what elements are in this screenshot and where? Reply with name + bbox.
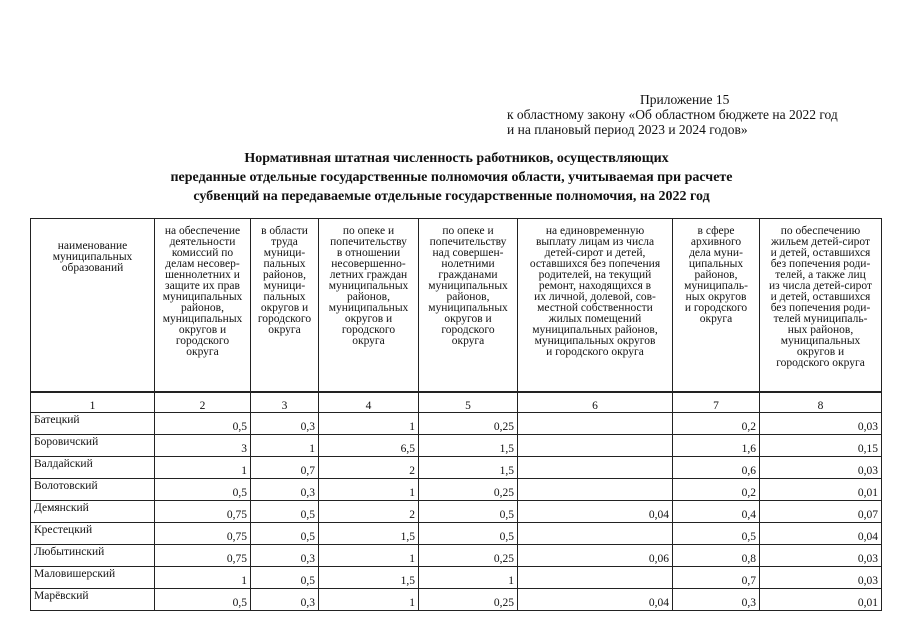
column-header-line: выплату лицам из числа (535, 236, 655, 248)
appendix-law-reference: к областному закону «Об областном бюджете на 2022 год (507, 107, 838, 122)
staff-value-col-8: 0,03 (760, 413, 882, 435)
staff-value-col-8: 0,03 (760, 545, 882, 567)
table-row (31, 413, 882, 435)
column-header-line: и детей, оставшихся (770, 291, 871, 303)
staff-value-col-7: 1,6 (673, 435, 760, 457)
staff-value-col-7: 0,8 (673, 545, 760, 567)
staff-value-col-5: 1 (419, 567, 518, 589)
staff-value-col-8: 0,15 (760, 435, 882, 457)
column-header-line: муници- (263, 247, 306, 259)
staff-value-col-8: 0,01 (760, 589, 882, 611)
column-header-line: муниципальных районов, (532, 324, 658, 336)
column-header-line: муниципальных (328, 280, 409, 292)
staff-value-col-7: 0,4 (673, 501, 760, 523)
staff-value-col-6 (518, 457, 673, 479)
column-header-line: округа (451, 335, 485, 347)
column-number: 7 (673, 392, 760, 413)
column-header-line: муниципальных (162, 291, 243, 303)
column-header-1 (31, 219, 155, 393)
staff-value-col-4: 1 (319, 589, 419, 611)
column-header-line: гражданами (438, 269, 498, 281)
column-header-line: районов, (694, 269, 738, 281)
staff-value-col-3: 0,3 (251, 589, 319, 611)
staff-value-col-7: 0,5 (673, 523, 760, 545)
municipality-name: Валдайский (31, 457, 155, 479)
staff-value-col-2: 0,5 (155, 479, 251, 501)
column-header-line: наименование (57, 240, 128, 252)
column-header-line: труда (271, 236, 298, 248)
staff-value-col-2: 0,75 (155, 523, 251, 545)
appendix-note (507, 92, 838, 137)
column-header-line: образований (61, 262, 124, 274)
municipality-name: Демянский (31, 501, 155, 523)
staff-value-col-4: 2 (319, 457, 419, 479)
column-header-line: попечительству (429, 236, 507, 248)
column-header-line: городского (257, 313, 312, 325)
column-header-line: из числа детей-сирот (768, 280, 873, 292)
column-header-line: ципальных (688, 258, 744, 270)
column-header-line: муниципальных (428, 302, 508, 314)
column-header-line: их личной, долевой, сов- (534, 291, 656, 303)
column-header-line: муници- (263, 280, 306, 292)
staff-value-col-3: 0,5 (251, 567, 319, 589)
column-header-line: округа (352, 335, 385, 347)
staff-value-col-6: 0,04 (518, 501, 673, 523)
staff-value-col-2: 0,5 (155, 589, 251, 611)
staff-value-col-3: 0,5 (251, 501, 319, 523)
column-header-line: муниципальных округов (534, 335, 656, 347)
column-header-2 (155, 219, 251, 393)
column-number: 8 (760, 392, 882, 413)
staff-value-col-2: 0,75 (155, 545, 251, 567)
title-line-2: переданные отдельные государственные полномочия области, учитываемая при расчете (170, 170, 733, 185)
staff-value-col-3: 0,3 (251, 413, 319, 435)
column-header-line: муниципальных (428, 280, 508, 292)
staff-value-col-8: 0,07 (760, 501, 882, 523)
column-header-line: по опеке и (342, 225, 395, 237)
column-header-line: городского (441, 324, 495, 336)
header-row (31, 219, 882, 393)
staff-value-col-5: 0,5 (419, 523, 518, 545)
municipality-name: Волотовский (31, 479, 155, 501)
column-header-line: муниципальных (162, 313, 243, 325)
table-row (31, 589, 882, 611)
column-header-line: телей, а также лиц (775, 269, 866, 281)
column-header-line: пальных (263, 291, 306, 303)
staff-value-col-3: 1 (251, 435, 319, 457)
column-header-line: без попечения роди- (770, 302, 871, 314)
staff-value-col-4: 1,5 (319, 567, 419, 589)
column-header-line: жилых помещений (548, 313, 642, 325)
column-header-line: делам несовер- (165, 258, 240, 270)
column-header-line: и городского округа (546, 346, 644, 358)
municipality-name: Боровичский (31, 435, 155, 457)
column-header-line: над совершен- (432, 247, 504, 259)
municipality-name: Батецкий (31, 413, 155, 435)
staff-value-col-8: 0,03 (760, 457, 882, 479)
staff-value-col-5: 1,5 (419, 457, 518, 479)
column-header-7 (673, 219, 760, 393)
appendix-period: и на плановый период 2023 и 2024 годов» (507, 122, 748, 137)
staff-value-col-4: 2 (319, 501, 419, 523)
column-header-line: шеннолетних и (165, 269, 240, 281)
staff-value-col-5: 1,5 (419, 435, 518, 457)
staff-value-col-2: 3 (155, 435, 251, 457)
column-header-line: и городского (684, 302, 748, 314)
column-header-line: жильем детей-сирот (770, 236, 871, 248)
column-header-line: деятельности (169, 236, 236, 248)
staff-value-col-8: 0,01 (760, 479, 882, 501)
staff-value-col-4: 1 (319, 479, 419, 501)
table-row (31, 501, 882, 523)
table-row (31, 479, 882, 501)
document-title (0, 149, 903, 206)
table-row (31, 567, 882, 589)
column-header-line: пальных (263, 258, 306, 270)
table-row (31, 435, 882, 457)
table-row (31, 523, 882, 545)
staff-value-col-6 (518, 567, 673, 589)
column-header-line: детей-сирот и детей, (544, 247, 646, 259)
column-header-line: районов, (263, 269, 306, 281)
title-line-3: субвенций на передаваемые отдельные государственные полномочия, на 2022 год (193, 189, 710, 204)
staff-value-col-4: 6,5 (319, 435, 419, 457)
column-header-line: ремонт, находящихся в (538, 280, 652, 292)
column-header-5 (419, 219, 518, 393)
staff-value-col-5: 0,25 (419, 589, 518, 611)
staff-value-col-4: 1,5 (319, 523, 419, 545)
table-row (31, 545, 882, 567)
column-header-line: родителей, на текущий (538, 269, 652, 281)
column-header-line: попечительству (330, 236, 407, 248)
staff-value-col-5: 0,25 (419, 545, 518, 567)
staff-value-col-7: 0,6 (673, 457, 760, 479)
table-row (31, 457, 882, 479)
municipality-name: Маловишерский (31, 567, 155, 589)
staffing-table (30, 218, 882, 611)
column-header-line: в отношении (336, 247, 401, 259)
column-header-line: и детей, оставшихся (770, 247, 871, 259)
column-number: 2 (155, 392, 251, 413)
column-header-line: городского (175, 335, 230, 347)
column-header-line: районов, (347, 291, 390, 303)
column-header-line: муниципальных (52, 251, 133, 263)
column-number: 3 (251, 392, 319, 413)
column-header-line: муниципальных (328, 302, 409, 314)
column-header-line: архивного (690, 236, 742, 248)
column-header-line: оставшихся без попечения (529, 258, 661, 270)
column-header-line: муниципальных (780, 335, 861, 347)
staff-value-col-2: 0,75 (155, 501, 251, 523)
column-number: 1 (31, 392, 155, 413)
column-header-line: округов и (344, 313, 393, 325)
column-header-8 (760, 219, 882, 393)
staff-value-col-3: 0,3 (251, 545, 319, 567)
staff-value-col-6 (518, 413, 673, 435)
column-header-line: местной собственности (537, 302, 653, 314)
staff-value-col-6 (518, 523, 673, 545)
column-header-line: без попечения роди- (770, 258, 871, 270)
column-number: 5 (419, 392, 518, 413)
municipality-name: Любытинский (31, 545, 155, 567)
staff-value-col-5: 0,25 (419, 413, 518, 435)
column-header-line: районов, (181, 302, 224, 314)
column-header-line: дела муни- (689, 247, 743, 259)
staff-value-col-8: 0,03 (760, 567, 882, 589)
appendix-number: Приложение 15 (640, 92, 730, 107)
staff-value-col-6: 0,06 (518, 545, 673, 567)
staff-value-col-5: 0,5 (419, 501, 518, 523)
column-header-4 (319, 219, 419, 393)
column-header-line: муниципаль- (684, 280, 748, 292)
table-body (31, 392, 882, 611)
column-header-line: округов и (260, 302, 309, 314)
column-header-6 (518, 219, 673, 393)
column-header-line: районов, (446, 291, 490, 303)
staff-value-col-4: 1 (319, 545, 419, 567)
column-header-line: по опеке и (442, 225, 494, 237)
staff-value-col-7: 0,3 (673, 589, 760, 611)
staff-value-col-7: 0,2 (673, 479, 760, 501)
staff-value-col-3: 0,3 (251, 479, 319, 501)
column-header-line: округа (186, 346, 219, 358)
column-header-line: городского округа (776, 357, 865, 369)
staff-value-col-2: 1 (155, 567, 251, 589)
staff-value-col-8: 0,04 (760, 523, 882, 545)
municipality-name: Марёвский (31, 589, 155, 611)
column-number-row (31, 392, 882, 413)
staff-value-col-7: 0,7 (673, 567, 760, 589)
staff-value-col-3: 0,7 (251, 457, 319, 479)
column-header-3 (251, 219, 319, 393)
column-header-line: округов и (444, 313, 492, 325)
column-header-line: в области (261, 225, 308, 237)
column-header-line: округа (699, 313, 733, 325)
staff-value-col-6 (518, 435, 673, 457)
column-number: 4 (319, 392, 419, 413)
staff-value-col-6 (518, 479, 673, 501)
column-header-line: несовершенно- (331, 258, 406, 270)
column-header-line: нолетними (441, 258, 495, 270)
column-header-line: на единовременную (545, 225, 645, 237)
staff-value-col-6: 0,04 (518, 589, 673, 611)
staff-value-col-5: 0,25 (419, 479, 518, 501)
column-header-line: округов и (178, 324, 227, 336)
column-number: 6 (518, 392, 673, 413)
title-line-1: Нормативная штатная численность работников, осуществляющих (244, 151, 669, 166)
staff-value-col-4: 1 (319, 413, 419, 435)
staff-value-col-3: 0,5 (251, 523, 319, 545)
column-header-line: летних граждан (329, 269, 408, 281)
table-header (31, 219, 882, 393)
municipality-name: Крестецкий (31, 523, 155, 545)
column-header-line: округа (268, 324, 301, 336)
staff-value-col-2: 1 (155, 457, 251, 479)
column-header-line: в сфере (697, 225, 735, 237)
column-header-line: ных округов (685, 291, 747, 303)
staff-value-col-2: 0,5 (155, 413, 251, 435)
column-header-line: на обеспечение (164, 225, 241, 237)
column-header-line: защите их прав (165, 280, 240, 292)
column-header-line: телей муниципаль- (773, 313, 868, 325)
staff-value-col-7: 0,2 (673, 413, 760, 435)
column-header-line: ных районов, (787, 324, 854, 336)
column-header-line: по обеспечению (780, 225, 861, 237)
column-header-line: комиссий по (171, 247, 234, 259)
column-header-line: округов и (796, 346, 845, 358)
column-header-line: городского (341, 324, 396, 336)
